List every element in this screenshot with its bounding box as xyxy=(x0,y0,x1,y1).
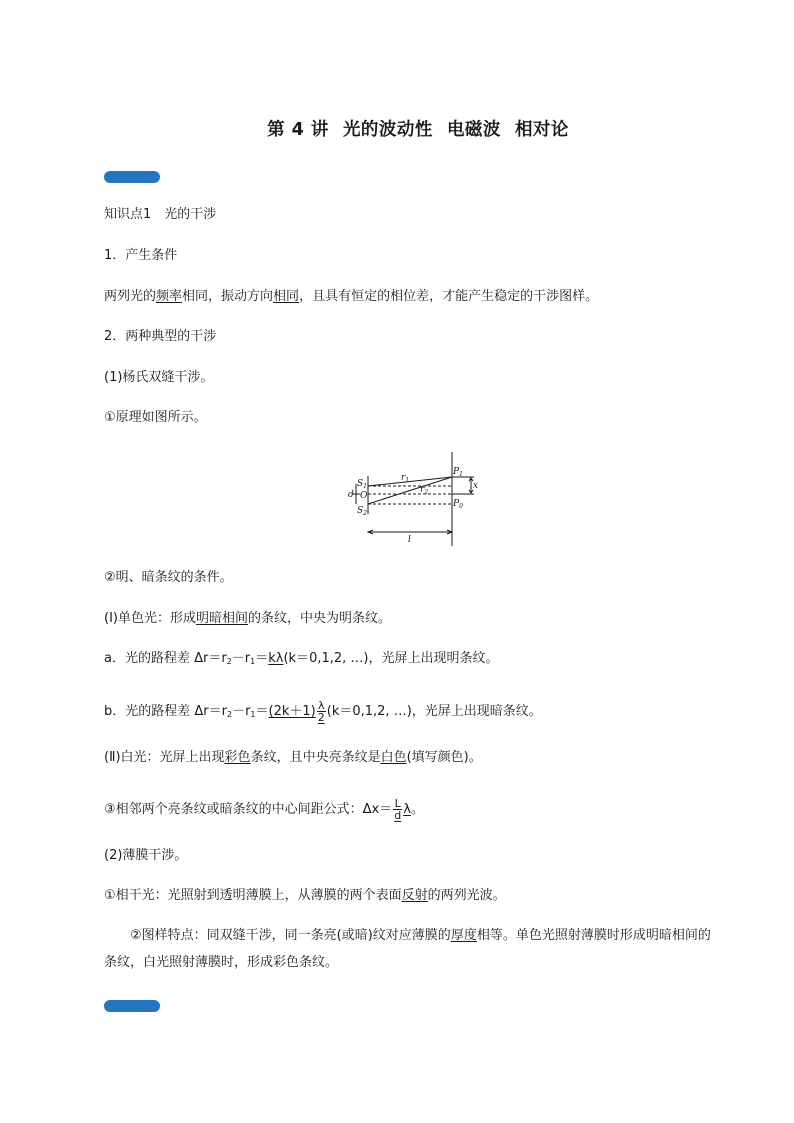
monochromatic-text: (Ⅰ)单色光：形成明暗相间的条纹，中央为明条纹。 xyxy=(104,611,392,626)
fringe-spacing-formula: ③相邻两个亮条纹或暗条纹的中心间距公式：Δx＝ $\frac{L}{d}$ λ。 xyxy=(104,797,424,822)
label-o: O xyxy=(360,491,368,501)
bright-fringe-condition: a．光的路程差 $\Delta r=r_2-r_1=k\lambda(k=0,1,2$, …)，光屏上出现明条纹。 xyxy=(104,651,499,666)
label-s2: $S_2$ xyxy=(357,506,367,517)
fringe-conditions-heading: ②明、暗条纹的条件。 xyxy=(104,570,233,585)
page-title xyxy=(150,116,686,141)
title-lecture: 第 4 讲 xyxy=(267,120,329,140)
item-heading-2: 2．两种典型的干涉 xyxy=(104,329,217,344)
label-p0: $P_0$ xyxy=(453,499,463,510)
white-light-text: (Ⅱ)白光：光屏上出现彩色条纹，且中央亮条纹是白色(填写颜色)。 xyxy=(104,750,482,765)
title-topic-1: 光的波动性 xyxy=(342,120,433,140)
dark-fringe-condition: b．光的路程差 $\Delta r=r_2-r_1=(2k+1)$ $\frac{\lambda}{2}$ (k＝0,1,2, …)，光屏上出现暗条纹。 xyxy=(104,699,542,724)
label-r2: $r_2$ xyxy=(420,485,429,496)
title-topic-2: 电磁波 xyxy=(446,120,501,140)
subheading-thin-film: (2)薄膜干涉。 xyxy=(104,848,188,863)
condition-text: 两列光的频率相同，振动方向相同，且具有恒定的相位差，才能产生稳定的干涉图样。 xyxy=(104,289,599,304)
label-p1: $P_1$ xyxy=(453,467,463,478)
fraction-l-over-d: $\frac{L}{d}$ xyxy=(394,797,402,822)
label-s1: $S_1$ xyxy=(357,479,367,490)
label-l: l xyxy=(408,535,411,545)
pattern-features-paragraph: ②图样特点：同双缝干涉，同一条亮(或暗)纹对应薄膜的厚度相等。单色光照射薄膜时形成明暗相间的条纹，白光照射薄膜时，形成彩色条纹。 xyxy=(104,928,711,970)
knowledge-point-heading: 知识点1 光的干涉 xyxy=(104,207,217,222)
subheading-young: (1)杨氏双缝干涉。 xyxy=(104,370,214,385)
coherent-light-text: ①相干光：光照射到透明薄膜上，从薄膜的两个表面反射的两列光波。 xyxy=(104,888,506,903)
item-heading-1: 1．产生条件 xyxy=(104,248,178,263)
section-marker-2 xyxy=(104,1000,160,1012)
label-r1: $r_1$ xyxy=(401,473,410,484)
principle-text: ①原理如图所示。 xyxy=(104,410,207,425)
double-slit-diagram xyxy=(338,446,488,552)
fraction-lambda-over-2: $\frac{\lambda}{2}$ xyxy=(317,699,325,724)
title-topic-3: 相对论 xyxy=(514,120,569,140)
label-d: d xyxy=(348,490,354,500)
label-x: x xyxy=(473,481,479,491)
section-marker-1 xyxy=(104,171,160,183)
